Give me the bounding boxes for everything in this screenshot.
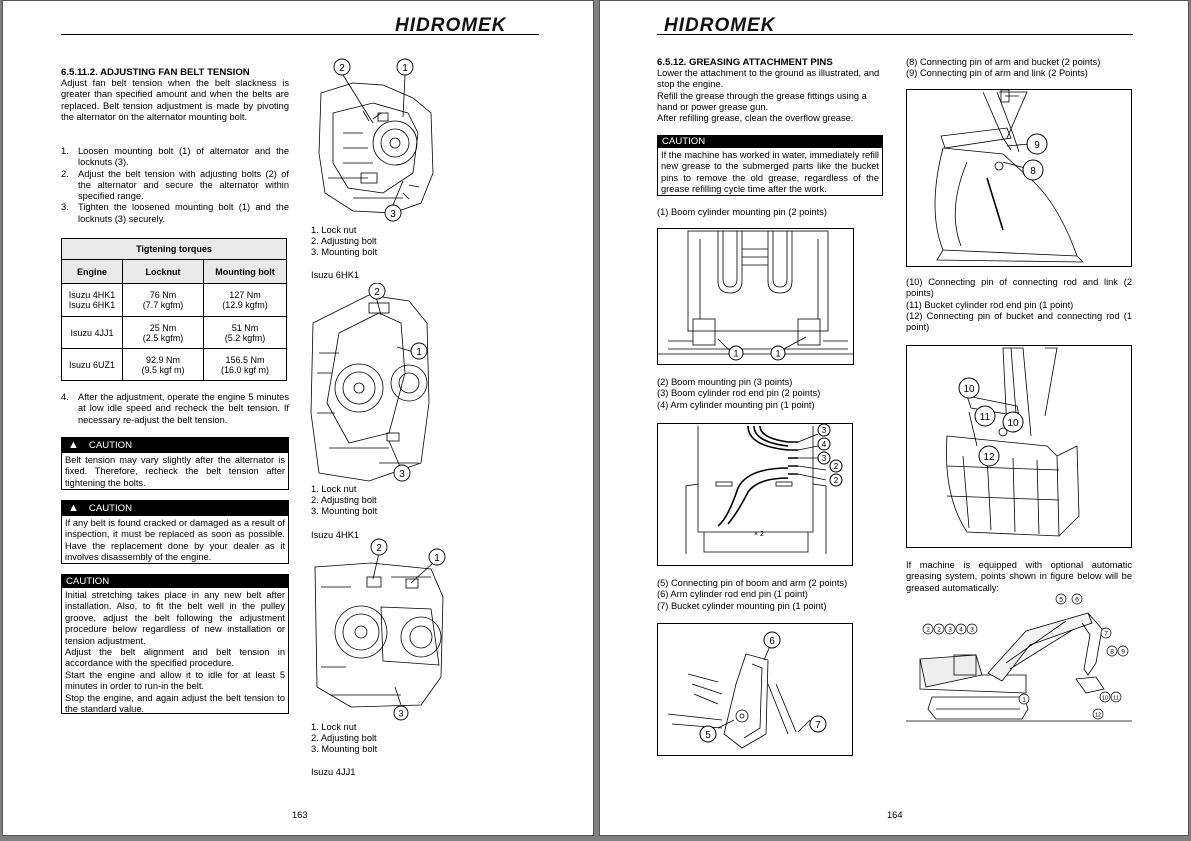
list-item: 2. Adjust the belt tension with adjusting bolts (2) of the alternator and secure the alternator within specified range.	[61, 168, 289, 202]
pin-list: (1) Boom cylinder mounting pin (2 points)	[657, 207, 828, 217]
figure-legend: 1. Lock nut 2. Adjusting bolt 3. Mounting bolt	[311, 225, 378, 258]
pin-list: (10) Connecting pin of connecting rod and link (2 points) (11) Bucket cylinder rod end pin (1 point) (12) Connecting pin of bucket and connecting rod (1 point)	[906, 277, 1132, 333]
table-row: Isuzu 6UZ1 92.9 Nm (9.5 kgf m) 156.5 Nm (16.0 kgf m)	[62, 349, 287, 381]
excavator-overview-illustration	[906, 593, 1132, 723]
callout-label: 10	[963, 384, 975, 395]
pin-list: (5) Connecting pin of boom and arm (2 points) (6) Arm cylinder rod end pin (1 point) (7) Bucket cylinder mounting pin (1 point)	[657, 578, 848, 611]
callout-label: 9	[1034, 140, 1040, 151]
intro-paragraph: Adjust fan belt tension when the belt slackness is greater than specified amount and when the belts are replaced. Belt tension adjustment is made by pivoting the alternator on the alternator mounting bolt.	[61, 78, 289, 122]
column-header: Engine	[62, 260, 123, 284]
callout-label: 1	[402, 63, 408, 74]
callout-label: 2	[833, 462, 839, 471]
list-item: 3. Tighten the loosened mounting bolt (1) and the locknuts (3) securely.	[61, 202, 289, 224]
hidromek-logo: HIDROMEK	[664, 15, 776, 36]
callout-label: 9	[1121, 648, 1125, 656]
callout-label: 1	[775, 348, 781, 359]
engine-4hk1-illustration	[309, 283, 433, 483]
hidromek-logo: HIDROMEK	[395, 15, 507, 36]
auto-greasing-text: If machine is equipped with optional automatic greasing system, points shown in figure below will be greased automatically:	[906, 560, 1132, 593]
callout-label: 1	[733, 348, 739, 359]
caution-box: ▲ CAUTION Belt tension may vary slightly after the alternator is fixed. Therefore, recheck the belt tension after tightening the bolts.	[61, 437, 289, 490]
callout-label: 2	[376, 543, 382, 554]
list-item: 4. After the adjustment, operate the engine 5 minutes at low idle speed and recheck the belt tension. If necessary re-adjust the belt tension.	[61, 392, 289, 425]
callout-label: 2	[926, 626, 930, 634]
header-rule	[61, 34, 539, 35]
callout-label: 1	[434, 553, 440, 564]
section-title: 6.5.12. GREASING ATTACHMENT PINS	[657, 57, 833, 68]
warning-icon: ▲	[68, 439, 79, 451]
callout-label: 12	[1094, 712, 1102, 719]
callout-label: 7	[815, 720, 821, 731]
callout-label: 3	[398, 708, 404, 719]
callout-label: 3	[390, 209, 396, 220]
callout-label: 11	[1113, 695, 1119, 702]
boom-cylinder-pins-figure	[657, 228, 854, 365]
figure-caption: Isuzu 6HK1	[311, 270, 360, 280]
page-number: 163	[292, 810, 308, 820]
left-page	[2, 0, 594, 836]
table-row: Isuzu 4HK1 Isuzu 6HK1 76 Nm (7.7 kgfm) 127 Nm (12.9 kgfm)	[62, 284, 287, 317]
callout-label: 6	[1075, 596, 1079, 604]
callout-label: 7	[1104, 630, 1108, 638]
callout-label: 5	[1059, 596, 1063, 604]
bucket-link-pins-figure	[906, 345, 1132, 548]
torque-table	[61, 238, 287, 381]
engine-4jj1-illustration	[311, 537, 451, 721]
caution-box: ▲ CAUTION If any belt is found cracked or damaged as a result of inspection, it must be replaced as soon as possible. Have the replacement done by your dealer as it involves disassembly of the engine.	[61, 500, 289, 564]
callout-label: 8	[1030, 166, 1036, 177]
callout-label: 2	[374, 287, 380, 298]
list-item: 1. Loosen mounting bolt (1) of alternator and the locknuts (3).	[61, 146, 289, 168]
caution-box: CAUTION If the machine has worked in water, immediately refill new grease to the submerged parts like the bucket pins to remove the old grease, regardless of the grease refilling cycle time after the work.	[657, 135, 883, 196]
callout-label: 10	[1007, 418, 1019, 429]
callout-label: 1	[416, 347, 422, 358]
note-label: × 2	[754, 531, 764, 538]
column-header: Mounting bolt	[204, 260, 287, 284]
callout-label: 12	[983, 452, 995, 463]
column-header: Locknut	[123, 260, 204, 284]
right-page	[599, 0, 1189, 836]
callout-label: 8	[1110, 648, 1114, 656]
callout-label: 4	[959, 626, 963, 634]
callout-label: 3	[970, 626, 974, 634]
section-title: 6.5.11.2. ADJUSTING FAN BELT TENSION	[61, 67, 250, 78]
callout-label: 3	[399, 469, 405, 480]
pin-list: (8) Connecting pin of arm and bucket (2 points) (9) Connecting pin of arm and link (2 Points)	[906, 57, 1101, 79]
table-row: Isuzu 4JJ1 25 Nm (2.5 kgfm) 51 Nm (5.2 kgfm)	[62, 317, 287, 349]
arm-bucket-pins-figure	[906, 89, 1132, 267]
callout-label: 3	[948, 626, 952, 634]
figure-caption: Isuzu 4JJ1	[311, 767, 356, 777]
callout-label: 3	[821, 426, 827, 435]
header-rule	[657, 34, 1133, 35]
steps-list	[61, 146, 289, 225]
callout-label: 5	[705, 730, 711, 741]
page-number: 164	[887, 810, 903, 820]
pin-list: (2) Boom mounting pin (3 points) (3) Boom cylinder rod end pin (2 points) (4) Arm cylinder mounting pin (1 point)	[657, 377, 821, 410]
callout-label: 10	[1101, 695, 1109, 702]
boom-arm-pins-figure	[657, 623, 853, 756]
callout-label: 2	[937, 626, 941, 634]
figure-caption: Isuzu 4HK1	[311, 530, 360, 540]
warning-icon: ▲	[68, 502, 79, 514]
intro-paragraph: Lower the attachment to the ground as illustrated, and stop the engine. Refill the grease through the grease fittings using a hand or power grease gun. After refilling grease, clean the overflow grease.	[657, 68, 880, 124]
callout-label: 6	[769, 636, 775, 647]
callout-label: 3	[821, 454, 827, 463]
caution-box: CAUTION Initial stretching takes place in any new belt after installation. Also, to fit the belt well in the pulley groove, adjust the belt following the adjustment procedure below regardless of new installation or tension adjustment. Adjust the belt alignment and belt tension in accordance with the specified procedure. Start the engine and allow it to idle for at least 5 minutes in order to run-in the belt. Stop the engine, and again adjust the belt tension to the standard value.	[61, 574, 289, 714]
callout-label: 1	[1022, 696, 1026, 704]
callout-label: 2	[339, 63, 345, 74]
step-4	[61, 392, 289, 426]
figure-legend: 1. Lock nut 2. Adjusting bolt 3. Mounting bolt	[311, 484, 378, 517]
callout-label: 11	[979, 412, 991, 423]
table-title: Tigtening torques	[62, 239, 287, 260]
boom-mounting-pins-figure	[657, 423, 853, 566]
figure-legend: 1. Lock nut 2. Adjusting bolt 3. Mounting bolt	[311, 722, 378, 755]
callout-label: 2	[833, 476, 839, 485]
callout-label: 4	[821, 440, 827, 449]
engine-6hk1-illustration	[313, 53, 443, 223]
